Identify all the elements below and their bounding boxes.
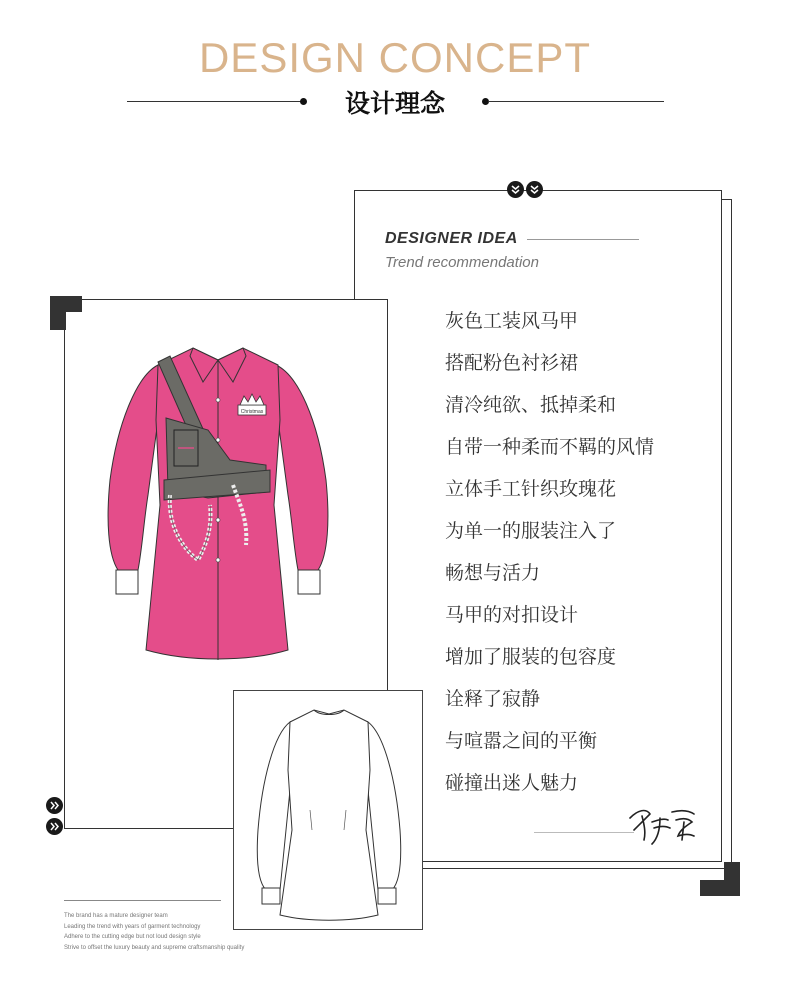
page-title-zh: 设计理念 xyxy=(344,89,445,118)
idea-subtitle: Trend recommendation xyxy=(385,254,539,271)
designer-signature xyxy=(624,800,704,850)
double-chevron-right-icon xyxy=(46,818,63,835)
page-title-en: DESIGN CONCEPT xyxy=(198,34,592,81)
poem-line: 立体手工针织玫瑰花 xyxy=(445,478,617,500)
title-divider-right xyxy=(488,101,664,102)
double-chevron-down-icon xyxy=(507,181,524,198)
poem-line: 诠释了寂静 xyxy=(445,688,541,710)
poem-line: 增加了服装的包容度 xyxy=(445,646,617,668)
brand-line: Leading the trend with years of garment technology xyxy=(64,923,201,930)
brand-line: The brand has a mature designer team xyxy=(64,913,168,919)
corner-accent-bottom-right-horizontal xyxy=(700,880,740,896)
brand-rule xyxy=(64,900,221,901)
poem-line: 搭配粉色衬衫裙 xyxy=(445,352,579,374)
poem xyxy=(445,307,715,811)
front-dress-illustration xyxy=(98,330,338,670)
poem-line: 清冷纯欲、抵掉柔和 xyxy=(445,394,617,416)
brand-line: Strive to offset the luxury beauty and supreme craftsmanship quality xyxy=(64,944,245,951)
panel-icons xyxy=(507,181,545,198)
badge-text: Christmas xyxy=(240,409,264,415)
right-sleeve xyxy=(276,365,328,570)
back-dress-body xyxy=(280,710,378,920)
poem-line: 畅想与活力 xyxy=(445,562,541,584)
left-icons xyxy=(46,797,63,837)
double-chevron-right-icon xyxy=(46,797,63,814)
right-cuff xyxy=(298,570,320,594)
brand-statement xyxy=(64,911,284,953)
title-dot-left xyxy=(300,98,307,105)
poem-line: 灰色工装风马甲 xyxy=(445,310,579,332)
poem-line: 自带一种柔而不羁的风情 xyxy=(445,436,655,458)
title-divider-left xyxy=(127,101,303,102)
left-cuff xyxy=(116,570,138,594)
poem-line: 马甲的对扣设计 xyxy=(445,604,579,626)
page-title-zh-row xyxy=(0,84,790,124)
idea-title-rule xyxy=(527,239,639,240)
signature-rule xyxy=(534,832,634,833)
dress-body xyxy=(146,348,288,659)
poem-line: 碰撞出迷人魅力 xyxy=(445,772,579,794)
brand-line: Adhere to the cutting edge but not loud design style xyxy=(64,934,201,940)
corner-accent-top-left-horizontal xyxy=(50,296,82,312)
double-chevron-down-icon xyxy=(526,181,543,198)
poem-line: 为单一的服装注入了 xyxy=(445,520,617,542)
back-dress-illustration xyxy=(240,700,418,925)
poem-line: 与喧嚣之间的平衡 xyxy=(445,730,598,752)
left-sleeve xyxy=(108,365,158,570)
idea-title: DESIGNER IDEA xyxy=(385,230,518,247)
